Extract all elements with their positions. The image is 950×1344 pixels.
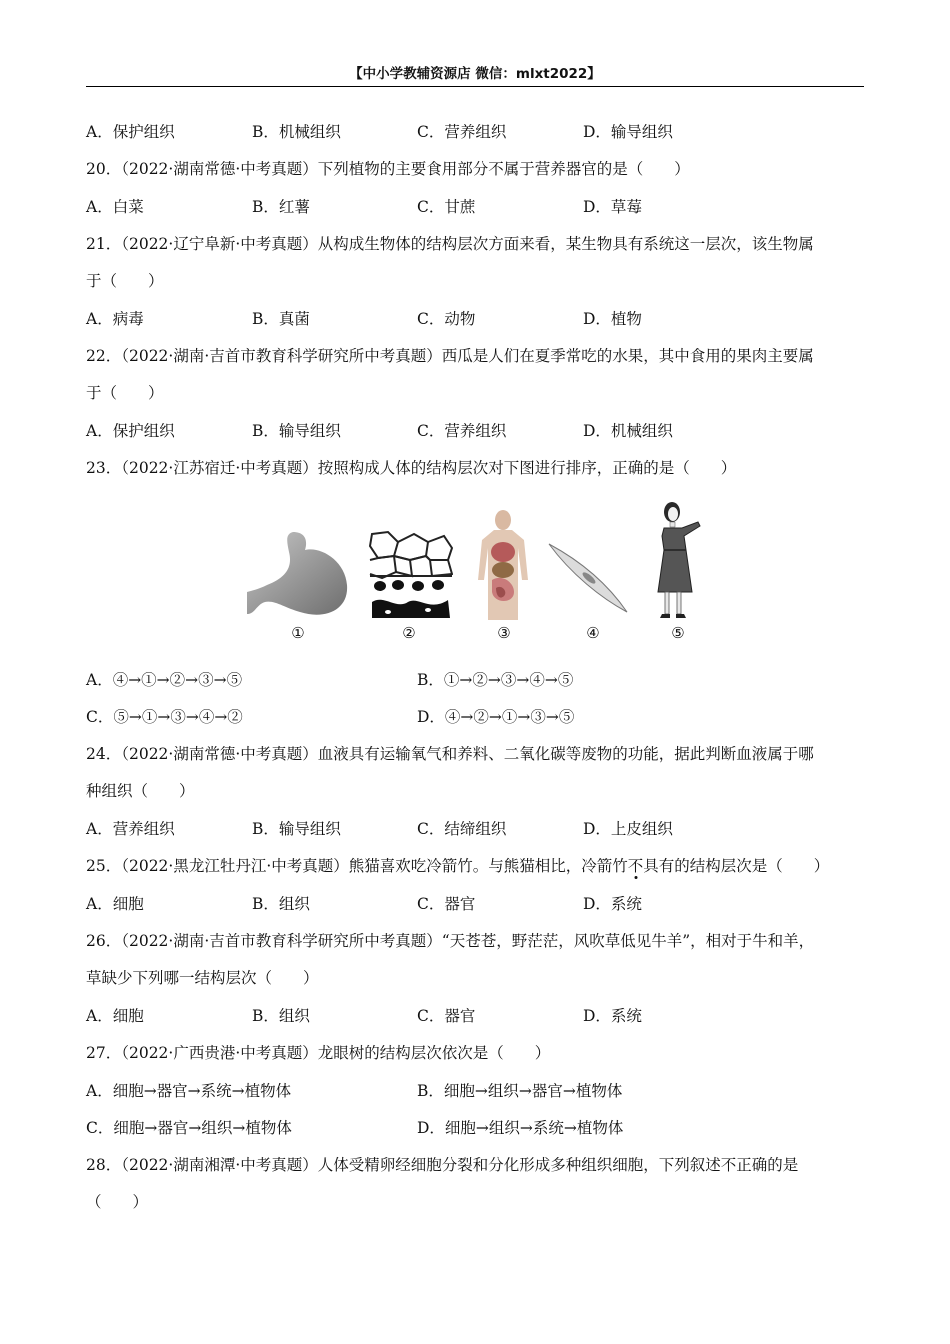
q24-option-b: B．输导组织	[252, 820, 341, 838]
q27-option-c: C．细胞→器官→组织→植物体	[86, 1119, 292, 1137]
q23-option-c: C．⑤→①→③→④→②	[86, 708, 243, 726]
q25-stem	[86, 856, 829, 876]
q24-option-d: D．上皮组织	[583, 820, 673, 838]
q22-option-a: A．保护组织	[86, 422, 175, 440]
q26-option-d: D．系统	[583, 1007, 642, 1025]
q26-stem-line-1: 26．（2022·湖南·吉首市教育科学研究所中考真题）“天苍苍，野茫茫，风吹草低见牛羊”，相对于牛和羊，	[86, 932, 815, 950]
q27-stem: 27．（2022·广西贵港·中考真题）龙眼树的结构层次依次是（ ）	[86, 1044, 551, 1062]
q26-stem-line-2: 草缺少下列哪一结构层次（ ）	[86, 969, 319, 987]
human-organs-image	[472, 510, 534, 622]
stomach-image	[245, 530, 350, 620]
q21-option-c: C．动物	[417, 310, 476, 328]
q27-option-b: B．细胞→组织→器官→植物体	[417, 1082, 623, 1100]
figure-label-2: ②	[402, 624, 416, 642]
q20-option-a: A．白菜	[86, 198, 144, 216]
q20-stem: 20．（2022·湖南常德·中考真题）下列植物的主要食用部分不属于营养器官的是（ ）	[86, 160, 690, 178]
figure-label-4: ④	[586, 624, 600, 642]
q20-option-d: D．草莓	[583, 198, 642, 216]
q26-option-a: A．细胞	[86, 1007, 144, 1025]
q22-option-d: D．机械组织	[583, 422, 673, 440]
q23-option-a: A．④→①→②→③→⑤	[86, 671, 243, 689]
q21-option-a: A．病毒	[86, 310, 144, 328]
tissue-image	[368, 530, 453, 622]
q19-option-c: C．营养组织	[417, 123, 507, 141]
q21-option-d: D．植物	[583, 310, 642, 328]
q21-stem-line-1: 21．（2022·辽宁阜新·中考真题）从构成生物体的结构层次方面来看，某生物具有系统这一层次，该生物属	[86, 235, 814, 253]
q24-option-a: A．营养组织	[86, 820, 175, 838]
q24-stem-line-1: 24．（2022·湖南常德·中考真题）血液具有运输氧气和养料、二氧化碳等废物的功能，据此判断血液属于哪	[86, 745, 814, 763]
q22-stem-line-2: 于（ ）	[86, 384, 164, 402]
page-header: 【中小学教辅资源店 微信：mlxt2022】	[349, 66, 601, 82]
figure-label-1: ①	[291, 624, 305, 642]
q26-option-b: B．组织	[252, 1007, 310, 1025]
q22-option-c: C．营养组织	[417, 422, 507, 440]
q22-option-b: B．输导组织	[252, 422, 341, 440]
q19-option-b: B．机械组织	[252, 123, 341, 141]
q22-stem-line-1: 22．（2022·湖南·吉首市教育科学研究所中考真题）西瓜是人们在夏季常吃的水果，其中食用的果肉主要属	[86, 347, 814, 365]
q24-stem-line-2: 种组织（ ）	[86, 782, 195, 800]
q27-option-a: A．细胞→器官→系统→植物体	[86, 1082, 292, 1100]
q20-option-b: B．红薯	[252, 198, 310, 216]
q25-option-d: D．系统	[583, 895, 642, 913]
q25-option-c: C．器官	[417, 895, 476, 913]
q23-figure	[240, 495, 700, 655]
q25-option-b: B．组织	[252, 895, 310, 913]
header-rule	[86, 86, 864, 87]
q21-stem-line-2: 于（ ）	[86, 272, 164, 290]
q24-option-c: C．结缔组织	[417, 820, 507, 838]
q25-stem-emphasis: 不	[627, 857, 644, 875]
q23-stem: 23．（2022·江苏宿迁·中考真题）按照构成人体的结构层次对下图进行排序，正确的是（ ）	[86, 459, 737, 477]
woman-image	[652, 500, 702, 622]
q27-option-d: D．细胞→组织→系统→植物体	[417, 1119, 624, 1137]
figure-label-5: ⑤	[671, 624, 685, 642]
figure-label-3: ③	[497, 624, 511, 642]
q19-option-a: A．保护组织	[86, 123, 175, 141]
q21-option-b: B．真菌	[252, 310, 310, 328]
q26-option-c: C．器官	[417, 1007, 476, 1025]
q25-option-a: A．细胞	[86, 895, 144, 913]
q23-option-d: D．④→②→①→③→⑤	[417, 708, 575, 726]
q19-option-d: D．输导组织	[583, 123, 673, 141]
q20-option-c: C．甘蔗	[417, 198, 476, 216]
q28-stem-line-1: 28．（2022·湖南湘潭·中考真题）人体受精卵经细胞分裂和分化形成多种组织细胞，下列叙述不正确的是	[86, 1156, 799, 1174]
q23-option-b: B．①→②→③→④→⑤	[417, 671, 574, 689]
q28-stem-line-2: （ ）	[86, 1193, 149, 1211]
q25-stem-before: 25．（2022·黑龙江牡丹江·中考真题）熊猫喜欢吃冷箭竹。与熊猫相比，冷箭竹	[86, 857, 628, 875]
q25-stem-after: 具有的结构层次是（ ）	[643, 857, 830, 875]
muscle-cell-image	[545, 540, 630, 615]
